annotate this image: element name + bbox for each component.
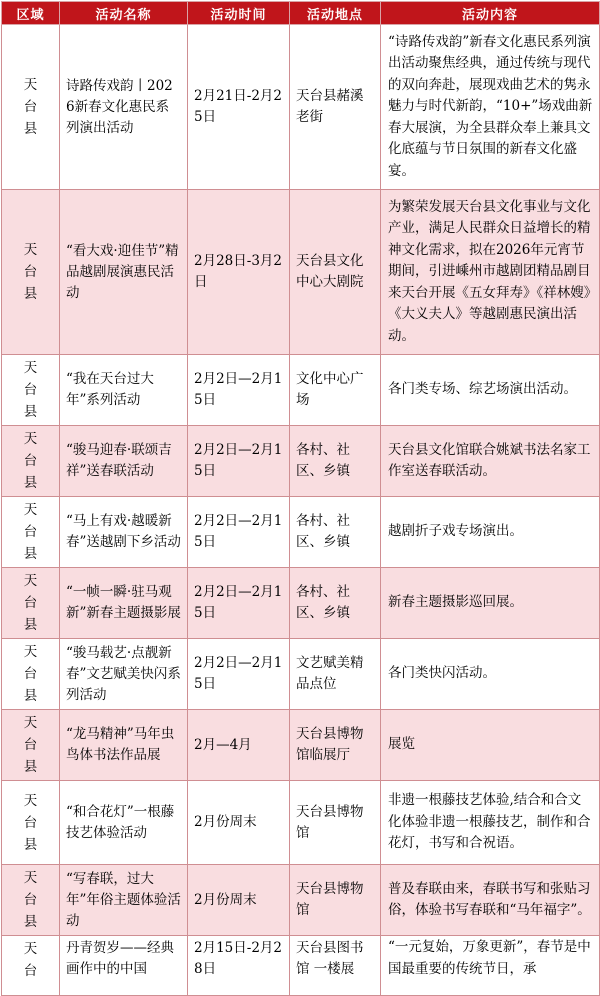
- table-row: [2, 639, 600, 710]
- place-cell: 天台县博物馆临展厅: [290, 710, 381, 781]
- name-cell: “骏马载艺·点靓新春”文艺赋美快闪系列活动: [60, 639, 188, 710]
- header-name: 活动名称: [60, 2, 188, 25]
- region-cell: 天台县: [2, 710, 60, 781]
- time-cell: 2月份周末: [188, 781, 290, 865]
- place-cell: 天台县文化中心大剧院: [290, 190, 381, 355]
- time-cell: 2月15日-2月28日: [188, 936, 290, 996]
- content-cell: 新春主题摄影巡回展。: [381, 568, 600, 639]
- content-cell: 展览: [381, 710, 600, 781]
- name-cell: “一帧一瞬·驻马观新”新春主题摄影展: [60, 568, 188, 639]
- region-cell: 天台县: [2, 25, 60, 190]
- region-cell: 天台县: [2, 497, 60, 568]
- name-cell: “骏马迎春·联颂吉祥”送春联活动: [60, 426, 188, 497]
- region-cell: 天台县: [2, 355, 60, 426]
- table-row: [2, 497, 600, 568]
- time-cell: 2月2日—2月15日: [188, 426, 290, 497]
- name-cell: “和合花灯”一根藤技艺体验活动: [60, 781, 188, 865]
- region-cell: 天台县: [2, 568, 60, 639]
- name-cell: “写春联，过大年”年俗主题体验活动: [60, 865, 188, 936]
- table-row: [2, 936, 600, 996]
- content-cell: 各门类专场、综艺场演出活动。: [381, 355, 600, 426]
- region-cell: 天台: [2, 936, 60, 996]
- table-row: [2, 190, 600, 355]
- place-cell: 各村、社区、乡镇: [290, 426, 381, 497]
- name-cell: “龙马精神”马年虫鸟体书法作品展: [60, 710, 188, 781]
- time-cell: 2月28日-3月2日: [188, 190, 290, 355]
- header-place: 活动地点: [290, 2, 381, 25]
- region-cell: 天台县: [2, 865, 60, 936]
- content-cell: 天台县文化馆联合姚斌书法名家工作室送春联活动。: [381, 426, 600, 497]
- header-row: [2, 2, 600, 25]
- name-cell: “我在天台过大年”系列活动: [60, 355, 188, 426]
- place-cell: 天台县赭溪老街: [290, 25, 381, 190]
- place-cell: 天台县博物馆: [290, 781, 381, 865]
- table-row: [2, 710, 600, 781]
- name-cell: 诗路传戏韵丨2026新春文化惠民系列演出活动: [60, 25, 188, 190]
- time-cell: 2月21日-2月25日: [188, 25, 290, 190]
- place-cell: 各村、社区、乡镇: [290, 497, 381, 568]
- region-cell: 天台县: [2, 639, 60, 710]
- content-cell: 为繁荣发展天台县文化事业与文化产业，满足人民群众日益增长的精神文化需求，拟在2026年元宵节期间，引进嵊州市越剧团精品剧目来天台开展《五女拜寿》《祥林嫂》《大义夫人》等越剧惠民演出活动。: [381, 190, 600, 355]
- time-cell: 2月—4月: [188, 710, 290, 781]
- events-table: [1, 1, 600, 996]
- content-cell: 普及春联由来，春联书写和张贴习俗，体验书写春联和“马年福字”。: [381, 865, 600, 936]
- name-cell: 丹青贺岁——经典画作中的中国: [60, 936, 188, 996]
- place-cell: 文化中心广场: [290, 355, 381, 426]
- time-cell: 2月份周末: [188, 865, 290, 936]
- name-cell: “马上有戏·越暖新春”送越剧下乡活动: [60, 497, 188, 568]
- content-cell: “一元复始，万象更新”，春节是中国最重要的传统节日，承: [381, 936, 600, 996]
- name-cell: “看大戏·迎佳节”精品越剧展演惠民活动: [60, 190, 188, 355]
- time-cell: 2月2日—2月15日: [188, 639, 290, 710]
- time-cell: 2月2日—2月15日: [188, 355, 290, 426]
- region-cell: 天台县: [2, 781, 60, 865]
- header-region: 区域: [2, 2, 60, 25]
- table-row: [2, 568, 600, 639]
- time-cell: 2月2日—2月15日: [188, 568, 290, 639]
- table-row: [2, 355, 600, 426]
- header-time: 活动时间: [188, 2, 290, 25]
- content-cell: 各门类快闪活动。: [381, 639, 600, 710]
- place-cell: 文艺赋美精品点位: [290, 639, 381, 710]
- time-cell: 2月2日—2月15日: [188, 497, 290, 568]
- header-content: 活动内容: [381, 2, 600, 25]
- table-row: [2, 25, 600, 190]
- content-cell: 越剧折子戏专场演出。: [381, 497, 600, 568]
- content-cell: 非遗一根藤技艺体验,结合和合文化体验非遗一根藤技艺，制作和合花灯，书写和合祝语。: [381, 781, 600, 865]
- table-row: [2, 781, 600, 865]
- table-row: [2, 426, 600, 497]
- place-cell: 各村、社区、乡镇: [290, 568, 381, 639]
- table-row: [2, 865, 600, 936]
- place-cell: 天台县博物馆: [290, 865, 381, 936]
- region-cell: 天台县: [2, 190, 60, 355]
- region-cell: 天台县: [2, 426, 60, 497]
- place-cell: 天台县图书馆 一楼展: [290, 936, 381, 996]
- content-cell: “诗路传戏韵”新春文化惠民系列演出活动聚焦经典，通过传统与现代的双向奔赴，展现戏曲艺术的隽永魅力与时代新韵，“10+”场戏曲新春大展演，为全县群众奉上兼具文化底蕴与节日氛围的新春文化盛宴。: [381, 25, 600, 190]
